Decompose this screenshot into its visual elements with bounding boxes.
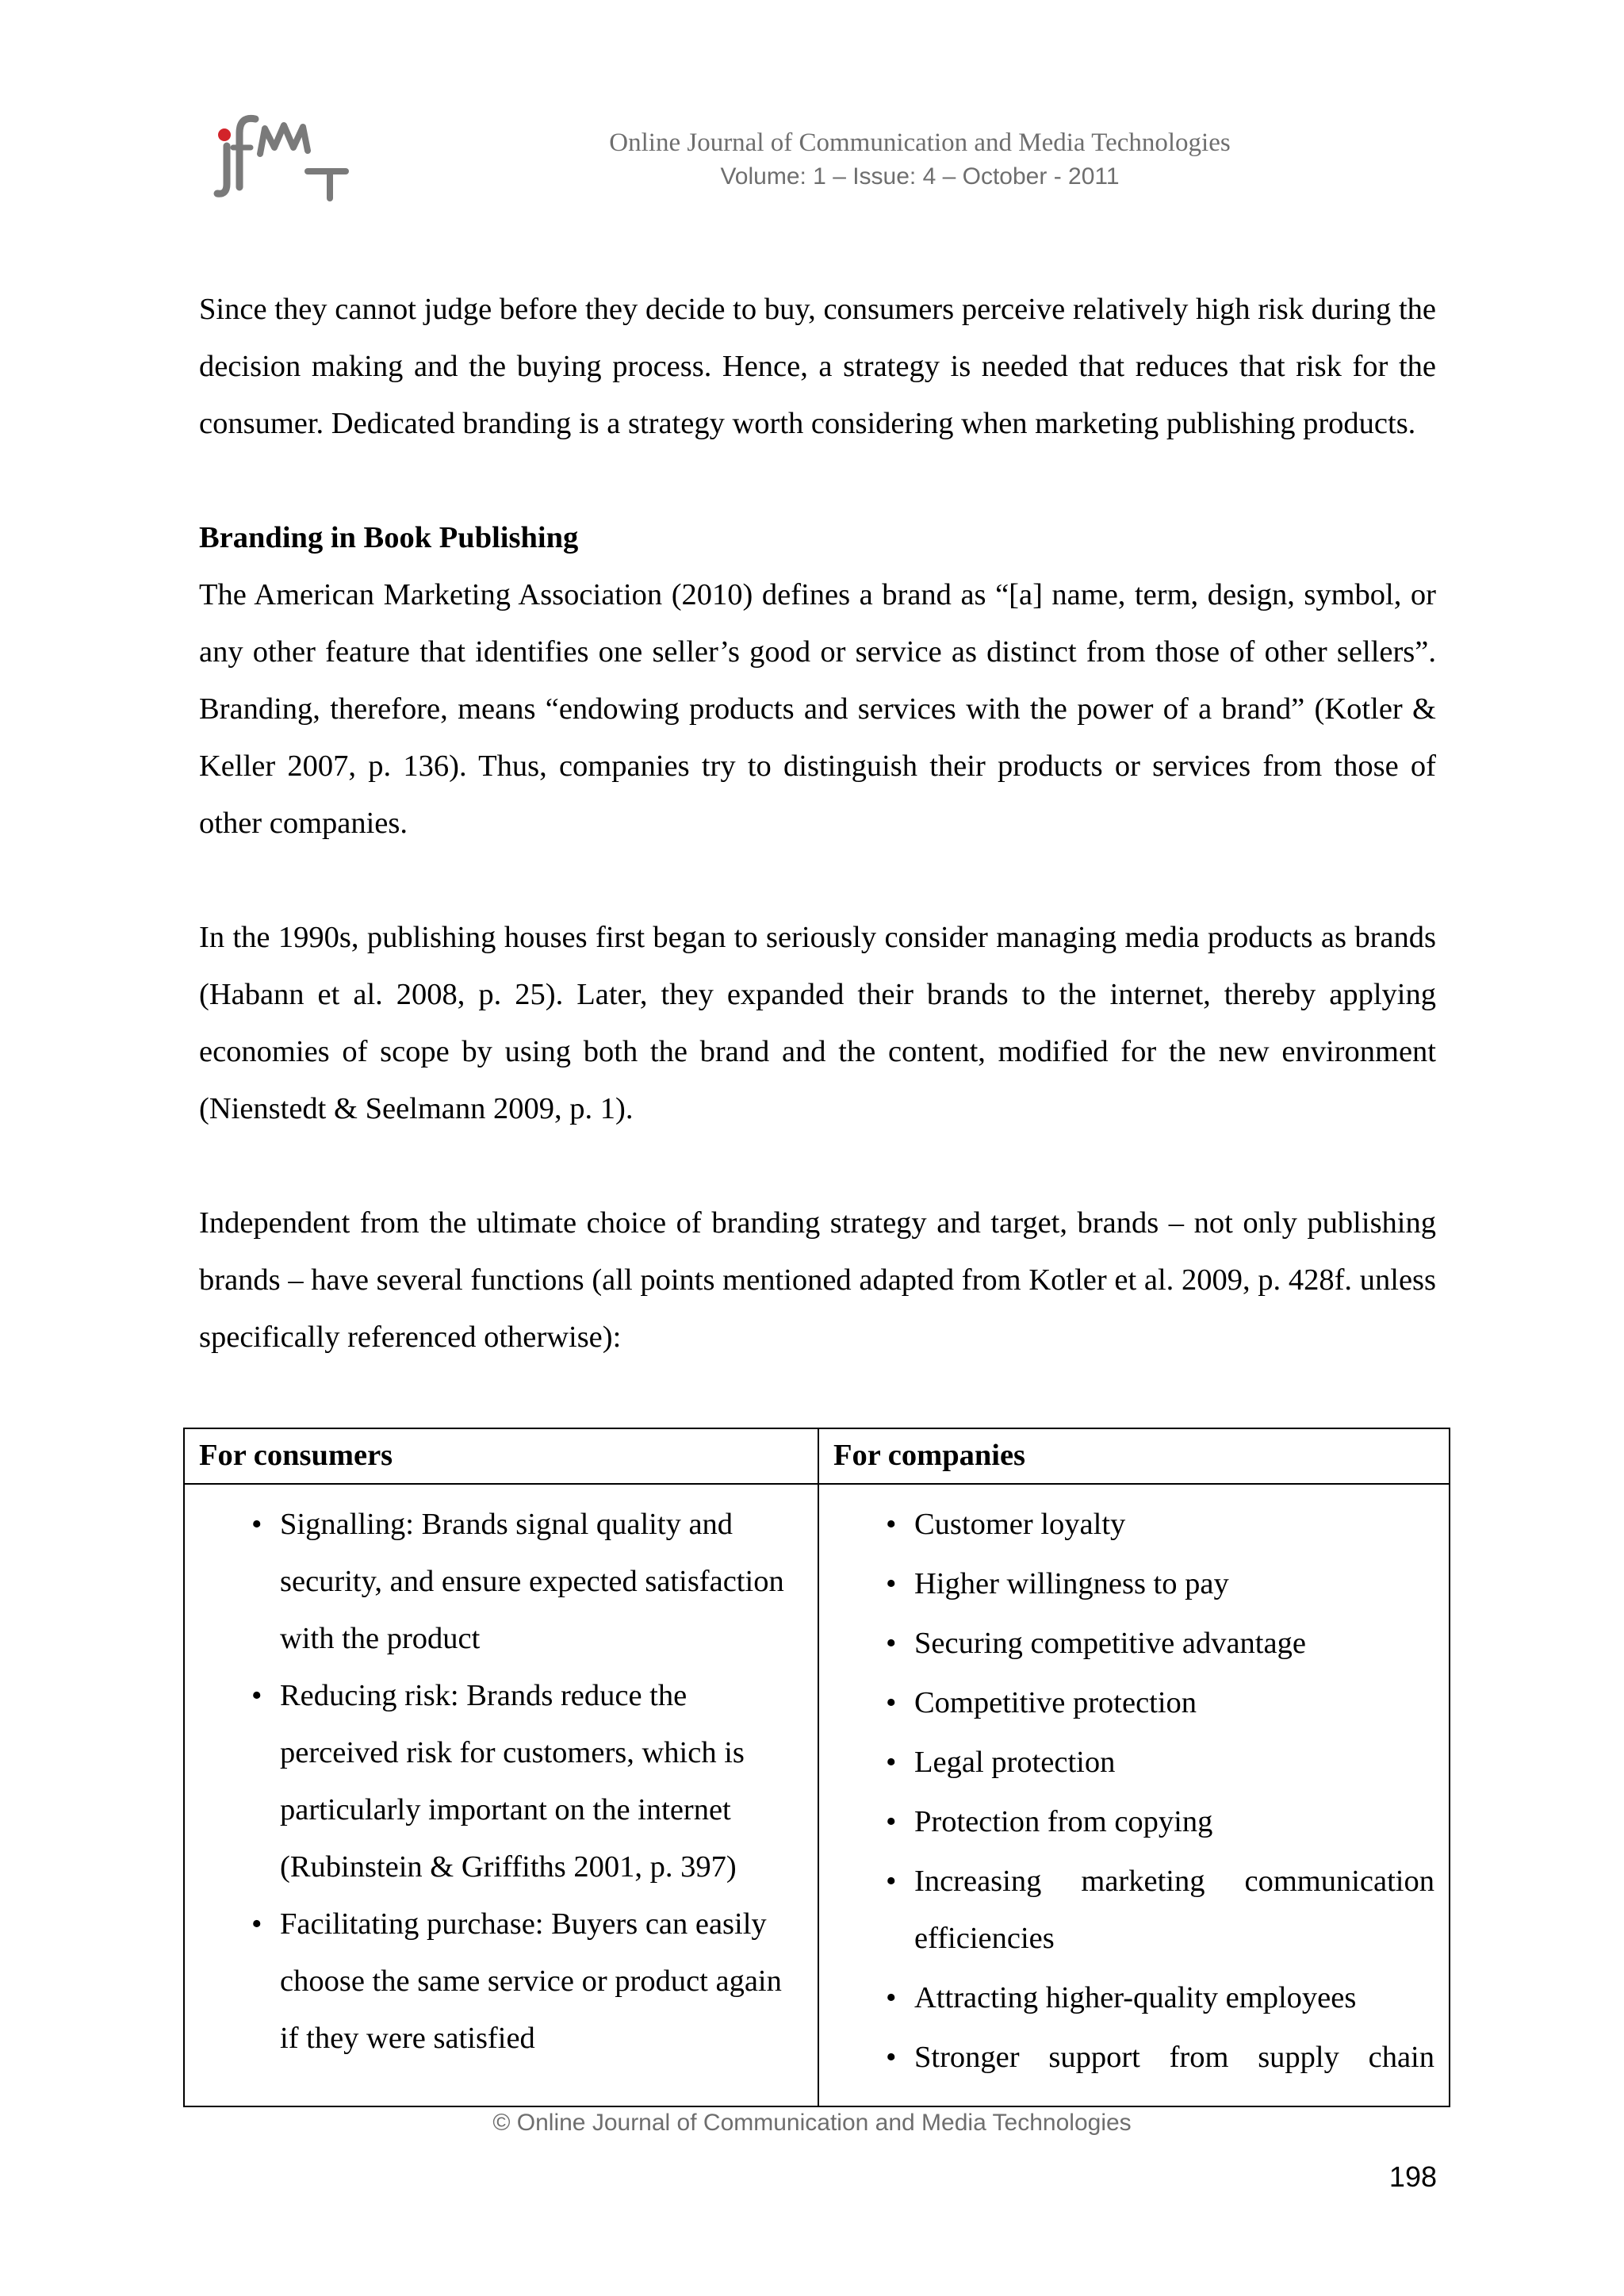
volume-issue: Volume: 1 – Issue: 4 – October - 2011 <box>720 163 1120 190</box>
companies-list <box>833 1496 1434 2086</box>
companies-cell <box>818 1484 1450 2106</box>
bullet-icon: • <box>886 1981 897 2014</box>
header-for-companies: For companies <box>818 1428 1450 1484</box>
bullet-icon: • <box>886 1627 897 1660</box>
paragraph-brand-definition: The American Marketing Association (2010) defines a brand as “[a] name, term, design, symbol, or any other feature that identifies one seller’s good or service as distinct from those of other sellers”. Branding, therefore, means “endowing products and services with the power of a brand” (Kotler & Keller 2007, p. 136). Thus, companies try to distinguish their products or services from those of other companies. <box>199 578 1436 840</box>
article-body <box>199 281 1436 1366</box>
bullet-icon: • <box>251 1679 262 1712</box>
paragraph-1990s: In the 1990s, publishing houses first began to seriously consider managing media products as brands (Habann et al. 2008, p. 25). Later, they expanded their brands to the internet, thereby applying economies of scope by using both the brand and the content, modified for the new environment (Nienstedt & Seelmann 2009, p. 1). <box>199 921 1436 1125</box>
list-item: • Facilitating purchase: Buyers can easily choose the same service or product again if they were satisfied <box>199 1895 803 2067</box>
brand-functions-table <box>183 1428 1450 2107</box>
paragraph-functions-intro: Independent from the ultimate choice of branding strategy and target, brands – not only publishing brands – have several functions (all points mentioned adapted from Kotler et al. 2009, p. 428f. unless specifically referenced otherwise): <box>199 1206 1436 1354</box>
journal-title: Online Journal of Communication and Media Technologies <box>609 128 1231 157</box>
journal-logo <box>213 102 349 203</box>
bullet-icon: • <box>251 1508 262 1541</box>
bullet-icon: • <box>886 1746 897 1779</box>
table-header-row <box>184 1428 1450 1484</box>
list-item: • Protection from copying <box>833 1793 1434 1850</box>
header-for-consumers: For consumers <box>184 1428 818 1484</box>
bullet-icon: • <box>886 1567 897 1600</box>
logo-graphic <box>213 102 349 203</box>
page-number: 198 <box>1388 2160 1437 2193</box>
list-item: • Increasing marketing communication efficiencies <box>833 1853 1434 1967</box>
consumers-cell <box>184 1484 818 2106</box>
bullet-icon: • <box>886 2041 897 2074</box>
paragraph-risk: Since they cannot judge before they decide to buy, consumers perceive relatively high risk during the decision making and the buying process. Hence, a strategy is needed that reduces that risk for the consumer. Dedicated branding is a strategy worth considering when marketing publishing products. <box>199 293 1436 440</box>
list-item: • Signalling: Brands signal quality and security, and ensure expected satisfaction with the product <box>199 1496 803 1667</box>
list-item: • Legal protection <box>833 1734 1434 1791</box>
list-item: • Reducing risk: Brands reduce the perceived risk for customers, which is particularly important on the internet (Rubinstein & Griffiths 2001, p. 397) <box>199 1667 803 1895</box>
bullet-icon: • <box>886 1805 897 1838</box>
section-heading: Branding in Book Publishing <box>199 521 579 554</box>
table-row <box>184 1484 1450 2106</box>
bullet-icon: • <box>251 1907 262 1941</box>
bullet-icon: • <box>886 1508 897 1541</box>
bullet-icon: • <box>886 1865 897 1898</box>
list-item: • Competitive protection <box>833 1674 1434 1731</box>
consumers-list <box>199 1496 803 2067</box>
footer-copyright: © Online Journal of Communication and Media Technologies <box>492 2110 1132 2136</box>
list-item: • Securing competitive advantage <box>833 1615 1434 1672</box>
list-item: • Higher willingness to pay <box>833 1555 1434 1612</box>
list-item: • Stronger support from supply chain <box>833 2029 1434 2086</box>
list-item: • Customer loyalty <box>833 1496 1434 1553</box>
list-item: • Attracting higher-quality employees <box>833 1969 1434 2026</box>
bullet-icon: • <box>886 1686 897 1719</box>
